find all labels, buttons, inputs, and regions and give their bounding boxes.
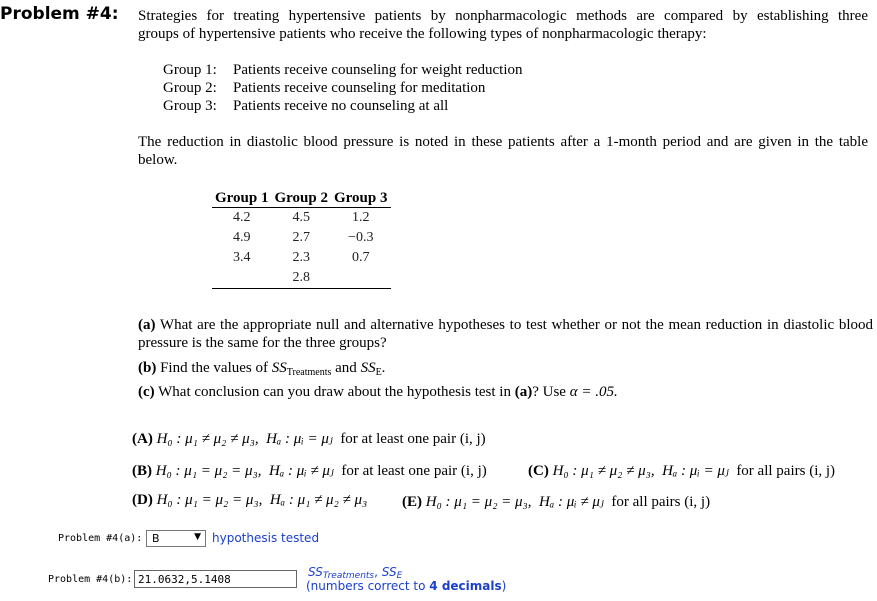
answer-a-select[interactable] [146,530,206,547]
option-c: (C) H₀ : μ₁ ≠ μ₂ ≠ μ₃, Hₐ : μᵢ = μⱼ for all pairs (i, j) [528,463,836,479]
groups-list [163,61,523,115]
intro-line-2: groups of hypertensive patients who receive the following types of nonpharmacologic therapy: [138,26,707,42]
option-a: (A) H₀ : μ₁ ≠ μ₂ ≠ μ₃, Hₐ : μᵢ = μⱼ for at least one pair (i, j) [132,431,486,447]
answer-a-hint-link[interactable]: hypothesis tested [212,531,320,545]
group-item: Group 3: Patients receive no counseling at all [163,98,449,114]
data-description: The reduction in diastolic blood pressure is noted in these patients after a 1-month period and are given in the table below. [138,134,868,168]
table-row: 4.2 4.5 1.2 [233,210,370,225]
table-header: Group 3 [331,189,391,208]
answer-a-selected: B [152,532,160,545]
answer-b-precision-note: (numbers correct to 4 decimals) [306,579,507,593]
dropdown-arrow-icon: ▼ [194,532,201,542]
intro-line-1: Strategies for treating hypertensive patients by nonpharmacologic methods are compared by establishing three [138,8,868,24]
table-row: 4.9 2.7 −0.3 [233,230,374,245]
option-e: (E) H₀ : μ₁ = μ₂ = μ₃, Hₐ : μᵢ ≠ μⱼ for all pairs (i, j) [402,494,711,510]
answer-b-input[interactable] [134,570,297,588]
intro-paragraph [138,7,868,43]
question-c: (c) What conclusion can you draw about the hypothesis test in (a)? Use α = .05. [138,384,618,400]
table-row: 3.4 2.3 0.7 [233,250,370,265]
table-header: Group 2 [272,189,332,208]
question-a: (a) What are the appropriate null and alternative hypotheses to test whether or not the mean reduction in diastolic blood pressure is the same for the three groups? [138,317,873,351]
option-b: (B) H₀ : μ₁ = μ₂ = μ₃, Hₐ : μᵢ ≠ μⱼ for at least one pair (i, j) [132,463,487,479]
group-item: Group 2: Patients receive counseling for meditation [163,80,486,96]
problem-title: Problem #4: [0,4,119,24]
question-b: (b) Find the values of $SS_{Treatments}$ and $SS_E$. [138,360,386,378]
answer-b-label: Problem #4(b): [48,574,133,585]
table-header: Group 1 [212,189,272,208]
answer-b-hint: SSTreatments, SSE [308,565,403,581]
data-table [212,189,391,289]
option-d: (D) H₀ : μ₁ = μ₂ = μ₃, Hₐ : μ₁ ≠ μ₂ ≠ μ₃ [132,492,368,508]
table-row: 2.8 [212,268,391,289]
answer-a-label: Problem #4(a): [58,533,143,544]
group-item: Group 1: Patients receive counseling for weight reduction [163,62,523,78]
